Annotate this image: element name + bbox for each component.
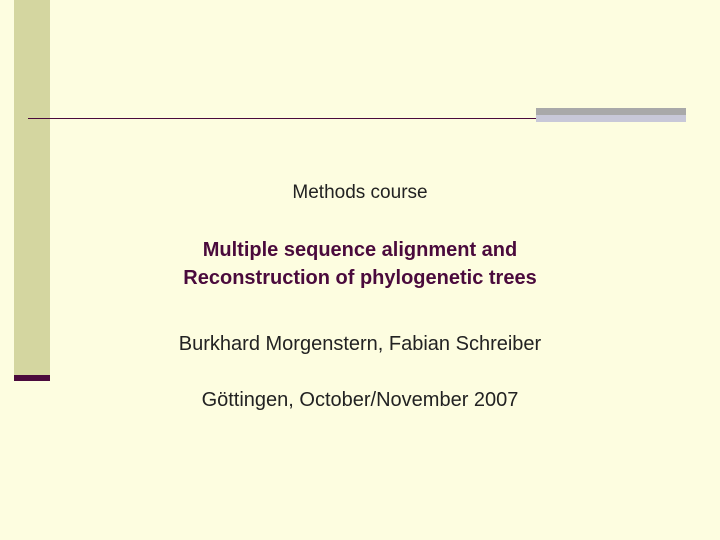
slide-title-line-1: Multiple sequence alignment and (202, 239, 518, 261)
venue-date-line: Göttingen, October/November 2007 (201, 389, 519, 411)
course-label: Methods course (292, 182, 428, 203)
slide-content (0, 180, 720, 414)
authors-line: Burkhard Morgenstern, Fabian Schreiber (178, 333, 542, 355)
header-divider-line (28, 118, 536, 119)
header-bar-lavender (536, 115, 686, 122)
slide-title (0, 236, 720, 292)
header-bar-gray (536, 108, 686, 115)
slide-title-line-2: Reconstruction of phylogenetic trees (183, 267, 537, 289)
